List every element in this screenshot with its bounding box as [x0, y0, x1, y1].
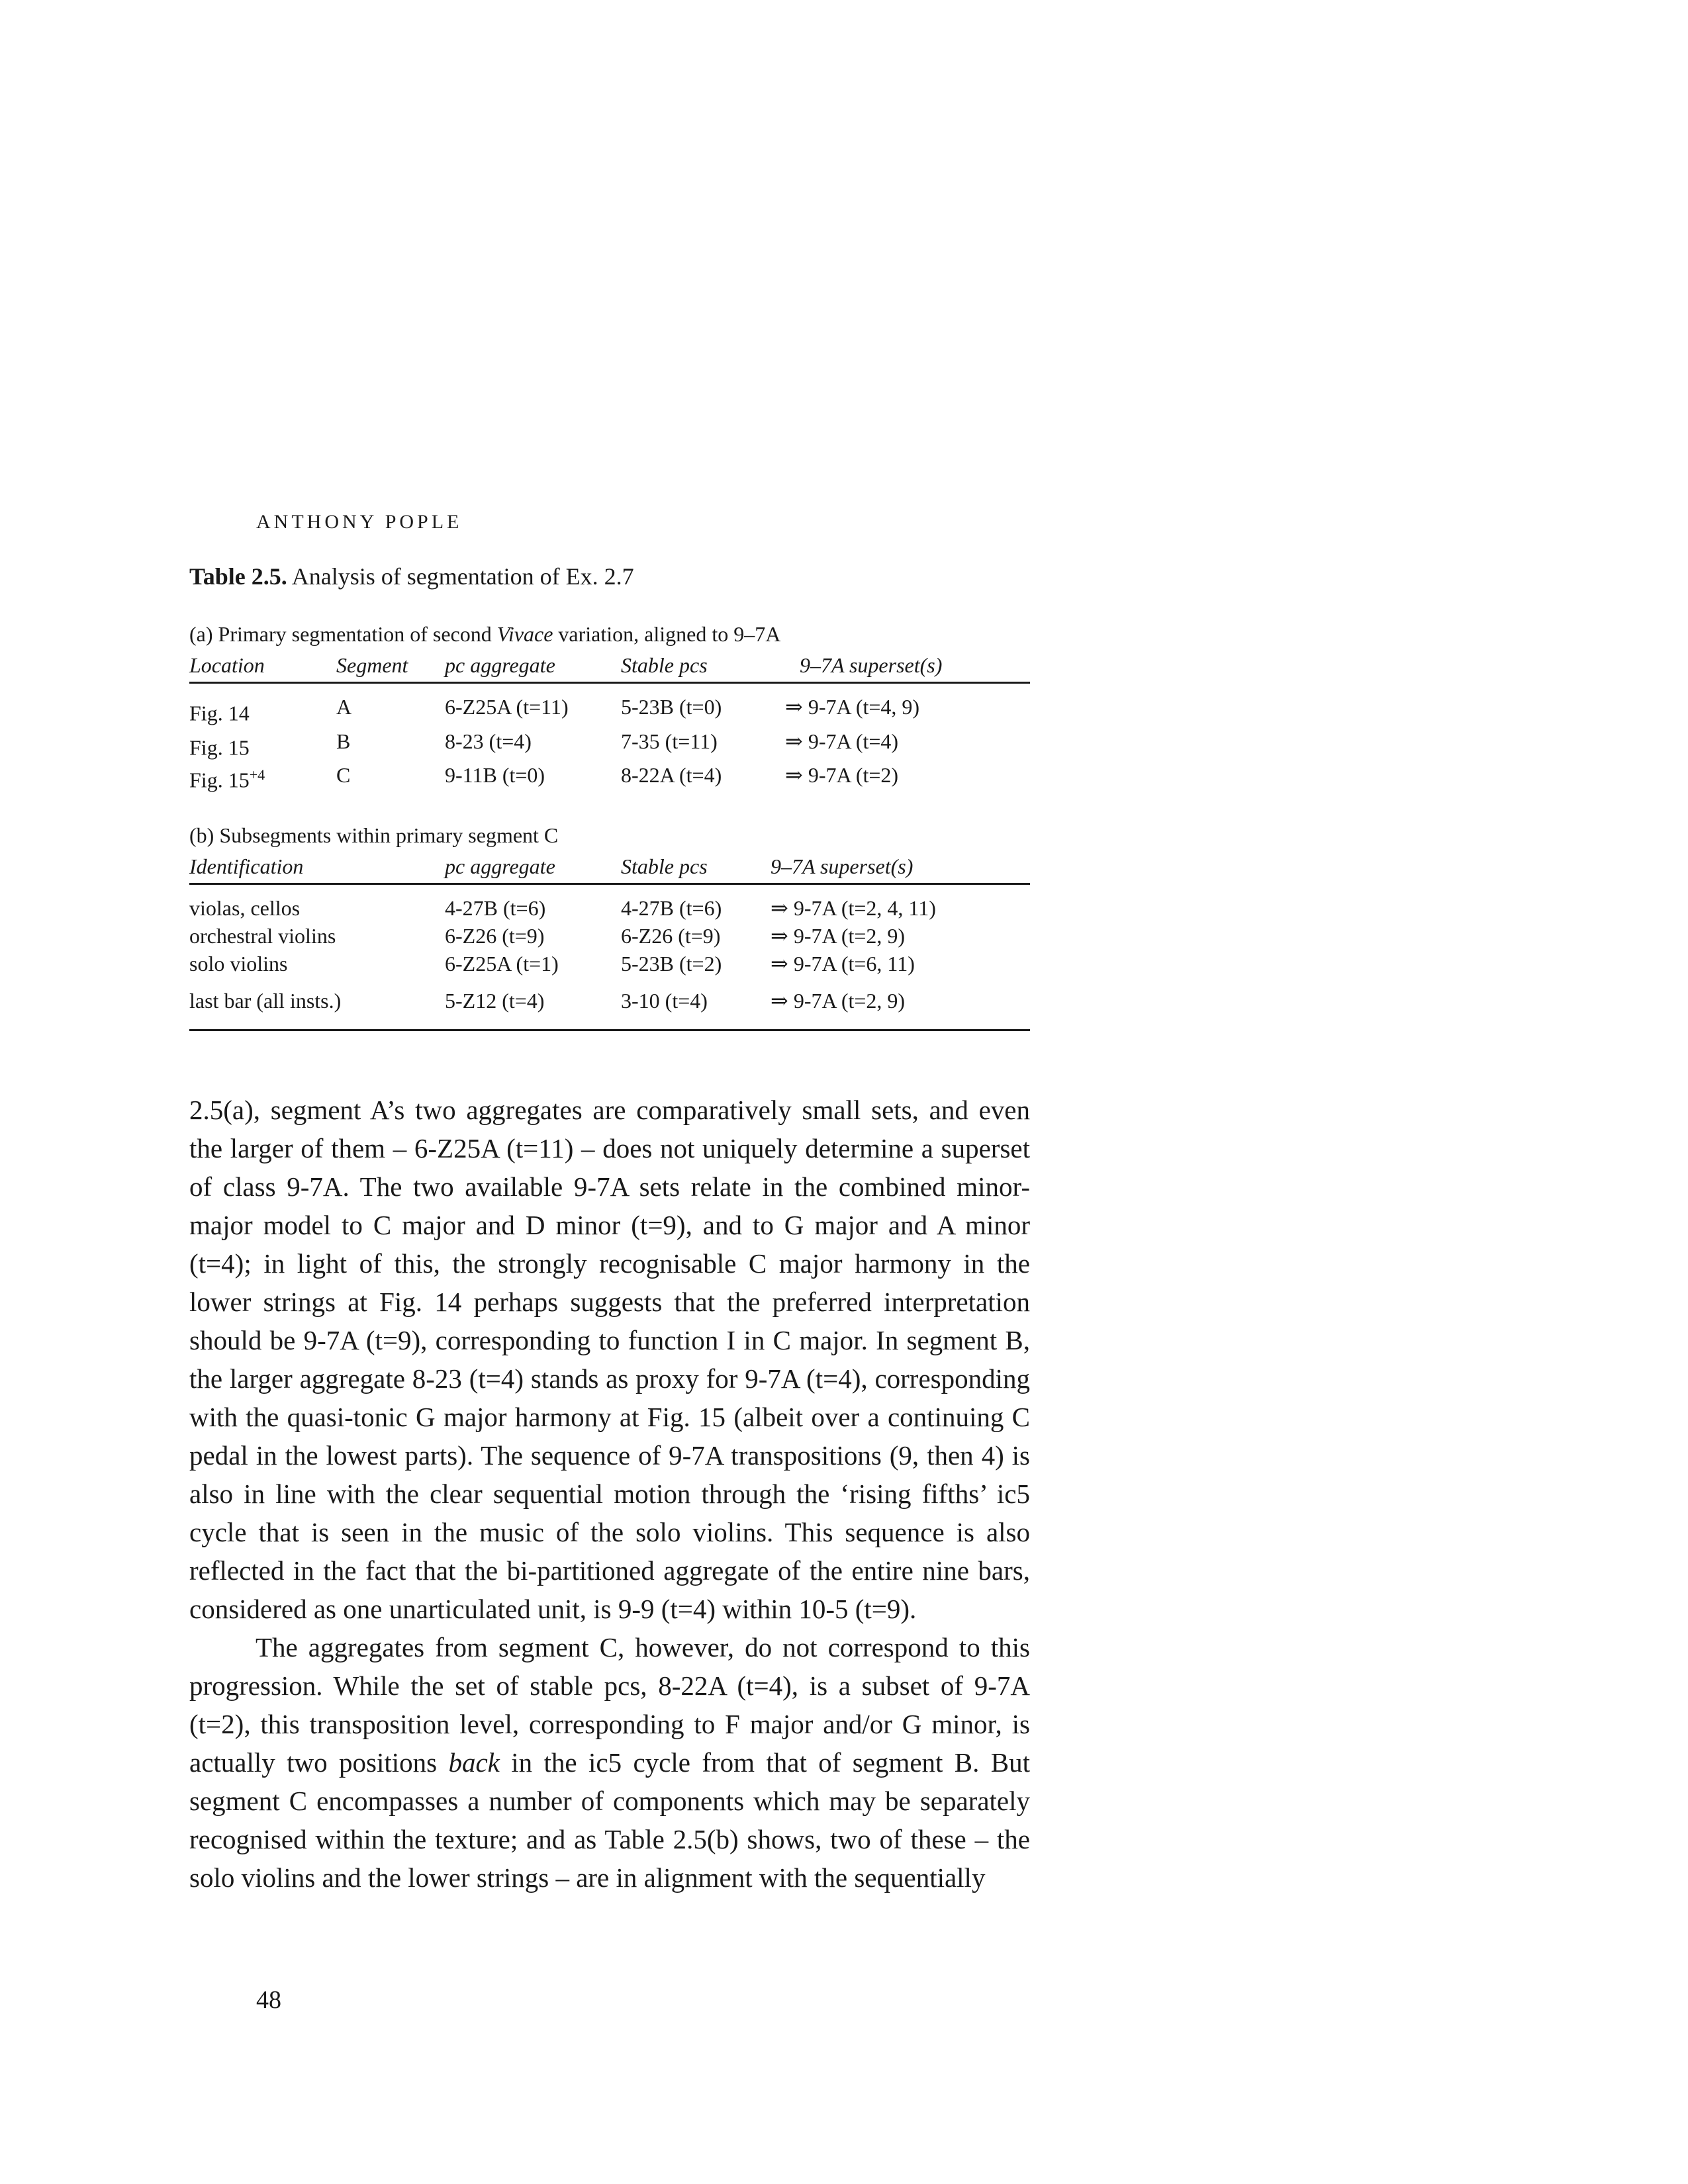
- table-end-rule: [189, 1029, 1030, 1031]
- table-2-5: [189, 563, 1030, 1031]
- cell-stable: 5-23B (t=0): [621, 695, 722, 719]
- part-a-caption: [189, 619, 1030, 649]
- column-header: Identification: [189, 854, 304, 878]
- part-a-rows: [189, 684, 1030, 794]
- column-header: pc aggregate: [445, 653, 555, 677]
- cell-identification: solo violins: [189, 951, 288, 976]
- table-caption-label: Table 2.5.: [189, 563, 287, 590]
- column-header: 9–7A superset(s): [800, 653, 943, 677]
- body-text: [189, 1091, 1030, 1897]
- cell-superset: ⇒ 9-7A (t=4, 9): [785, 695, 920, 719]
- cell-stable: 8-22A (t=4): [621, 763, 722, 788]
- running-head: ANTHONY POPLE: [256, 511, 463, 533]
- paragraph: The aggregates from segment C, however, do not correspond to this progression. While the set of stable pcs, 8-22A (t=4), is a subset of 9-7A (t=2), this transposition level, corresponding to F major and/or G minor, is actually two positions back in the ic5 cycle from that of segment B. But segment C encompasses a number of components which may be separately recognised within the texture; and as Table 2.5(b) shows, two of these – the solo violins and the lower strings – are in alignment with the sequentially: [189, 1632, 1030, 1893]
- cell-superset: ⇒ 9-7A (t=2): [785, 763, 899, 788]
- cell-aggregate: 9-11B (t=0): [445, 763, 545, 788]
- cell-stable: 6-Z26 (t=9): [621, 923, 721, 948]
- cell-location: Fig. 14: [189, 701, 250, 725]
- cell-identification: violas, cellos: [189, 895, 301, 920]
- table-part-a: [189, 619, 1030, 794]
- part-a-caption-end: variation, aligned to 9–7A: [553, 622, 781, 646]
- table-row: [189, 727, 1030, 762]
- cell-superset: ⇒ 9-7A (t=2, 4, 11): [771, 895, 936, 920]
- page-number: 48: [256, 1986, 281, 2014]
- cell-segment: C: [336, 763, 351, 788]
- cell-superset: ⇒ 9-7A (t=2, 9): [771, 923, 906, 948]
- column-header: Stable pcs: [621, 653, 708, 677]
- cell-aggregate: 6-Z26 (t=9): [445, 923, 545, 948]
- cell-aggregate: 6-Z25A (t=11): [445, 695, 569, 719]
- column-header: Stable pcs: [621, 854, 708, 878]
- cell-superset: ⇒ 9-7A (t=2, 9): [771, 988, 906, 1013]
- part-b-rows: [189, 885, 1030, 1015]
- column-header: 9–7A superset(s): [771, 854, 914, 878]
- table-caption: [189, 563, 1030, 590]
- part-a-caption-italic: Vivace: [496, 622, 553, 646]
- cell-superset: ⇒ 9-7A (t=4): [785, 729, 899, 753]
- part-a-caption-text: (a) Primary segmentation of second: [189, 622, 497, 646]
- cell-segment: A: [336, 695, 352, 719]
- cell-aggregate: 8-23 (t=4): [445, 729, 532, 753]
- cell-location: Fig. $15^{+4}$: [189, 766, 265, 792]
- cell-stable: 5-23B (t=2): [621, 951, 722, 976]
- column-header: Location: [189, 653, 265, 677]
- cell-location: Fig. 15: [189, 735, 250, 760]
- part-b-caption: (b) Subsegments within primary segment C: [189, 823, 559, 847]
- column-header: pc aggregate: [445, 854, 555, 878]
- part-a-header-row: [189, 649, 1030, 682]
- cell-aggregate: 5-Z12 (t=4): [445, 988, 545, 1013]
- table-row: [189, 950, 1030, 978]
- table-row: [189, 987, 1030, 1015]
- table-caption-text: Analysis of segmentation of Ex. 2.7: [287, 563, 634, 590]
- paragraph: 2.5(a), segment A’s two aggregates are comparatively small sets, and even the larger of them – 6-Z25A (t=11) – does not uniquely determine a superset of class 9-7A. The two available 9-7A sets relate in the combined minor-major model to C major and D minor (t=9), and to G major and A minor (t=4); in light of this, the strongly recognisable C major harmony in the lower strings at Fig. 14 perhaps suggests that the preferred interpretation should be 9-7A (t=9), corresponding to function I in C major. In segment B, the larger aggregate 8-23 (t=4) stands as proxy for 9-7A (t=4), corresponding with the quasi-tonic G major harmony at Fig. 15 (albeit over a continuing C pedal in the lowest parts). The sequence of 9-7A transpositions (9, then 4) is also in line with the clear sequential motion through the ‘rising fifths’ ic5 cycle that is seen in the music of the solo violins. This sequence is also reflected in the fact that the bi-partitioned aggregate of the entire nine bars, considered as one unarticulated unit, is 9-9 (t=4) within 10-5 (t=9).: [189, 1095, 1030, 1624]
- cell-identification: last bar (all insts.): [189, 988, 342, 1013]
- table-row: [189, 922, 1030, 950]
- cell-segment: B: [336, 729, 351, 753]
- cell-aggregate: 4-27B (t=6): [445, 895, 546, 920]
- cell-aggregate: 6-Z25A (t=1): [445, 951, 559, 976]
- cell-stable: 4-27B (t=6): [621, 895, 722, 920]
- table-row: [189, 693, 1030, 727]
- cell-superset: ⇒ 9-7A (t=6, 11): [771, 951, 915, 976]
- table-part-b: [189, 821, 1030, 1031]
- table-row: [189, 894, 1030, 922]
- column-header: Segment: [336, 653, 408, 677]
- cell-identification: orchestral violins: [189, 923, 336, 948]
- cell-stable: 7-35 (t=11): [621, 729, 718, 753]
- part-b-header-row: [189, 850, 1030, 883]
- table-row: [189, 761, 1030, 794]
- cell-stable: 3-10 (t=4): [621, 988, 708, 1013]
